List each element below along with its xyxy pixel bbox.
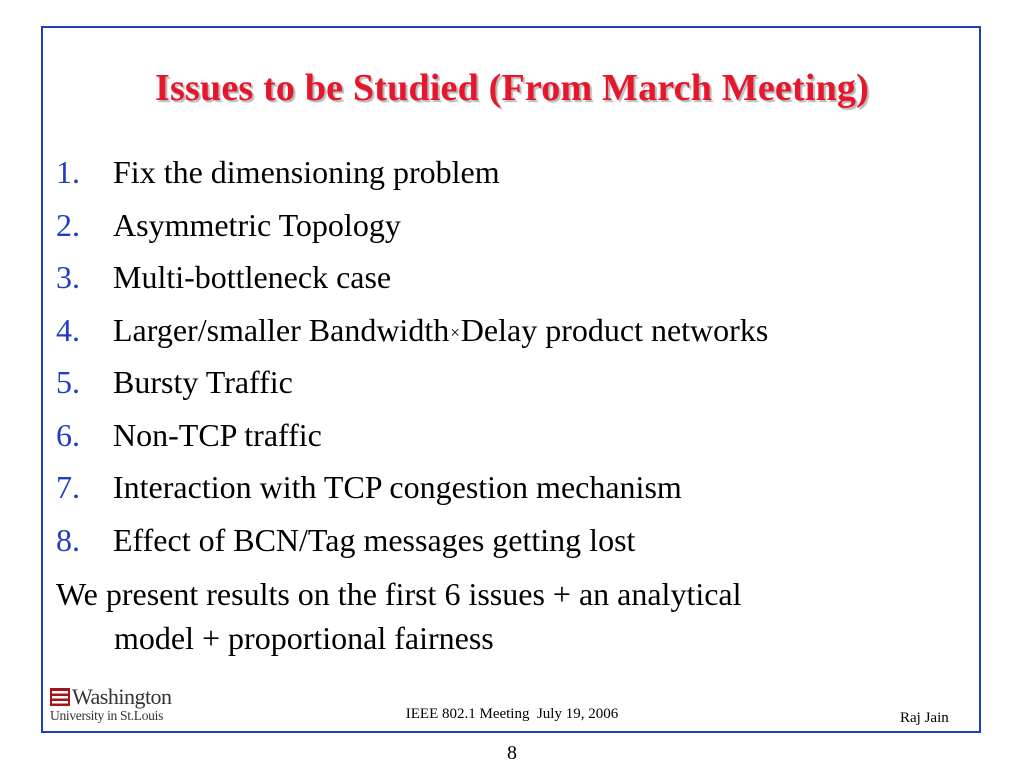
- item-text: [113, 308, 768, 355]
- item-text: Effect of BCN/Tag messages getting lost: [113, 521, 636, 558]
- list-item: [56, 360, 976, 413]
- item-text: Fix the dimensioning problem: [113, 154, 500, 190]
- item-text-part-a: Larger/smaller Bandwidth: [113, 311, 450, 348]
- item-text: Interaction with TCP congestion mechanism: [113, 469, 682, 505]
- item-number: 4.: [56, 311, 80, 348]
- footer-meeting: IEEE 802.1 Meeting July 19, 2006: [405, 706, 619, 722]
- summary-paragraph: [56, 572, 956, 660]
- issues-list: [56, 150, 976, 570]
- page-number: 8: [507, 742, 517, 764]
- slide-title: Issues to be Studied (From March Meeting): [155, 67, 869, 109]
- list-item: [56, 255, 976, 308]
- item-text: Non-TCP traffic: [113, 416, 322, 453]
- item-text-part-b: Delay product networks: [460, 311, 769, 348]
- footer-author: Raj Jain: [900, 710, 949, 726]
- list-item: [56, 308, 976, 361]
- item-text: Multi-bottleneck case: [113, 259, 392, 295]
- item-number: 8.: [56, 521, 80, 558]
- item-number: 5.: [56, 364, 80, 400]
- list-item: [56, 465, 976, 518]
- item-number: 6.: [56, 416, 80, 453]
- item-text: Asymmetric Topology: [113, 206, 401, 243]
- list-item: [56, 150, 976, 203]
- summary-line-2: model + proportional fairness: [114, 620, 494, 656]
- item-number: 1.: [56, 154, 80, 190]
- item-number: 2.: [56, 206, 80, 243]
- item-number: 3.: [56, 259, 80, 295]
- logo-wordmark: Washington: [72, 684, 172, 709]
- shield-icon: [50, 688, 70, 706]
- times-symbol: ×: [450, 322, 460, 342]
- logo-subtitle: University in St.Louis: [50, 708, 164, 723]
- item-number: 7.: [56, 469, 80, 505]
- item-text: Bursty Traffic: [113, 364, 293, 400]
- list-item: [56, 203, 976, 256]
- summary-line-1: We present results on the first 6 issues + an analytical: [56, 576, 742, 612]
- list-item: [56, 518, 976, 571]
- list-item: [56, 413, 976, 466]
